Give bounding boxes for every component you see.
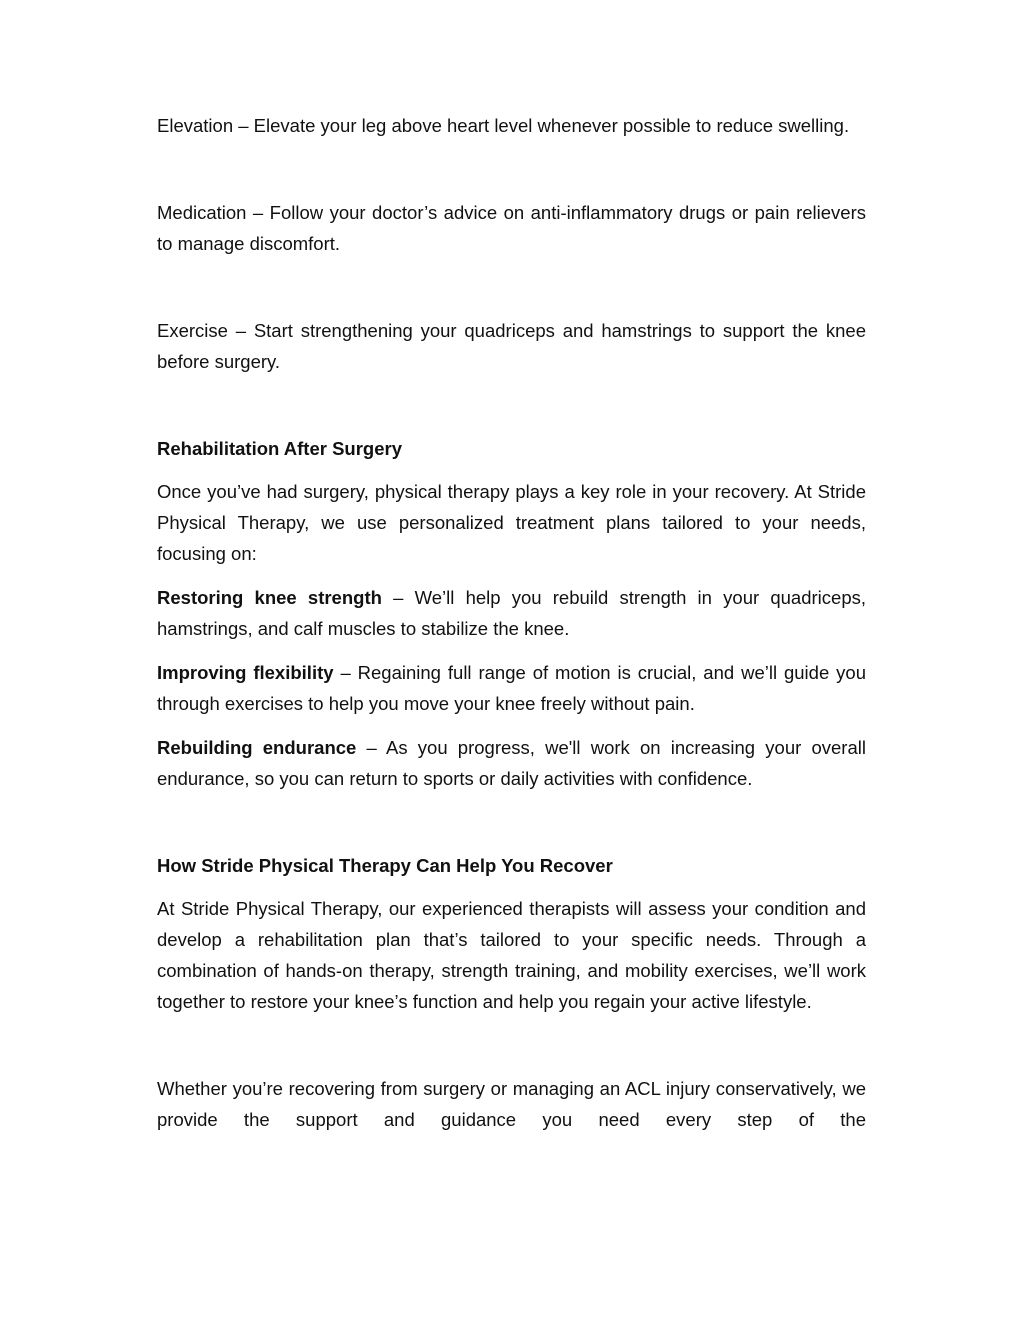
list-item-flexibility [157,657,866,719]
list-item-strength [157,582,866,644]
paragraph-rehab-intro: Once you’ve had surgery, physical therapy plays a key role in your recovery. At Stride Physical Therapy, we use personalized treatment plans tailored to your needs, focusing on: [157,481,866,564]
paragraph-medication: Medication – Follow your doctor’s advice on anti-inflammatory drugs or pain relievers to manage discomfort. [157,202,866,254]
list-item-endurance [157,732,866,794]
list-item-text: – Regaining full range of motion is crucial, and we’ll guide you through exercises to help you move your knee freely without pain. [157,662,866,714]
document-page [157,110,866,1135]
paragraph-exercise: Exercise – Start strengthening your quadriceps and hamstrings to support the knee before surgery. [157,320,866,372]
list-item-text: – We’ll help you rebuild strength in your quadriceps, hamstrings, and calf muscles to stabilize the knee. [157,587,866,639]
list-item-lead: Restoring knee strength [157,587,382,608]
paragraph-elevation: Elevation – Elevate your leg above heart level whenever possible to reduce swelling. [157,115,850,136]
list-item-lead: Improving flexibility [157,662,334,683]
list-item-text: – As you progress, we'll work on increasing your overall endurance, so you can return to sports or daily activities with confidence. [157,737,866,789]
heading-how-stride-helps: How Stride Physical Therapy Can Help You Recover [157,855,613,876]
heading-rehabilitation: Rehabilitation After Surgery [157,438,402,459]
list-item-lead: Rebuilding endurance [157,737,357,758]
paragraph-closing: Whether you’re recovering from surgery or managing an ACL injury conservatively, we provide the support and guidance you need every step of the [157,1078,866,1130]
paragraph-help-body: At Stride Physical Therapy, our experienced therapists will assess your condition and develop a rehabilitation plan that’s tailored to your specific needs. Through a combination of hands-on therapy, strength training, and mobility exercises, we’ll work together to restore your knee’s function and help you regain your active lifestyle. [157,898,866,1012]
